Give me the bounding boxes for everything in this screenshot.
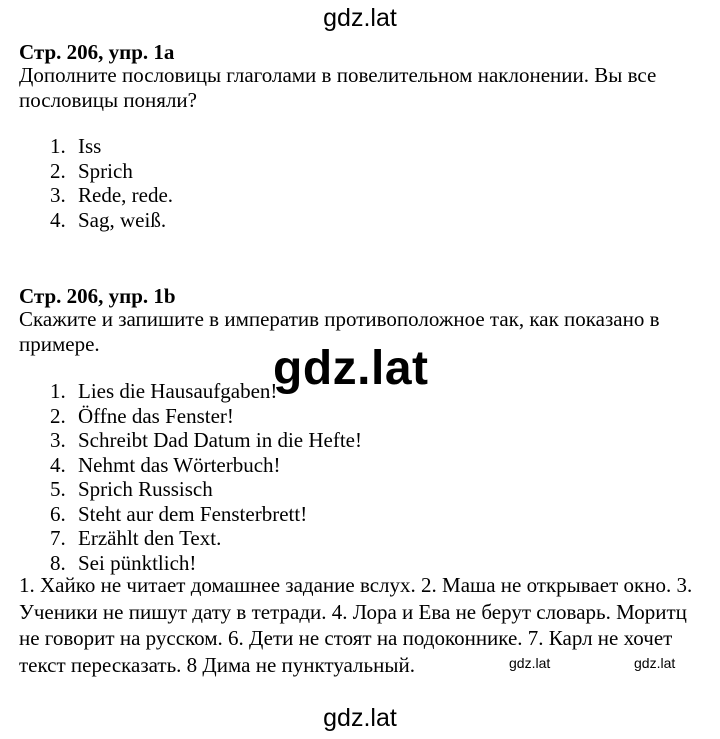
item-text: Steht aur dem Fensterbrett! <box>78 501 308 526</box>
list-item <box>50 183 173 208</box>
item-number: 2. <box>50 158 66 183</box>
item-number: 3. <box>50 428 66 452</box>
item-number: 1. <box>50 379 66 403</box>
item-text: Lies die Hausaufgaben! <box>78 379 278 403</box>
watermark-bottom: gdz.lat <box>323 704 397 732</box>
list-item <box>50 404 362 429</box>
item-text: Nehmt das Wörterbuch! <box>78 452 281 477</box>
list-item <box>50 477 362 502</box>
watermark-inline: gdz.lat <box>509 655 551 671</box>
item-text: Erzählt den Text. <box>78 526 222 550</box>
item-text: Sag, weiß. <box>78 207 167 232</box>
item-text: Sprich Russisch <box>78 477 213 501</box>
instruction-line: пословицы поняли? <box>19 88 197 112</box>
item-text: Öffne das Fenster! <box>78 403 234 428</box>
item-number: 5. <box>50 477 66 501</box>
item-number: 8. <box>50 550 66 575</box>
exercise-1a-list <box>50 134 173 232</box>
item-text: Schreibt Dad Datum in die Hefte! <box>78 428 362 452</box>
list-item <box>50 159 173 184</box>
item-number: 6. <box>50 501 66 526</box>
item-number: 3. <box>50 183 66 207</box>
answer-line: Ученики не пишут дату в тетради. 4. Лора и Ева не берут словарь. Моритц <box>19 599 687 624</box>
watermark-center: gdz.lat <box>273 342 429 395</box>
instruction-line: Дополните пословицы глаголами в повелительном наклонении. Вы все <box>19 63 657 87</box>
list-item <box>50 428 362 453</box>
exercise-1b-heading: Стр. 206, упр. 1b <box>19 284 176 308</box>
watermark-inline: gdz.lat <box>634 655 676 671</box>
exercise-1b-answer <box>19 572 713 678</box>
list-item <box>50 208 173 233</box>
item-number: 7. <box>50 526 66 550</box>
watermark-top: gdz.lat <box>323 4 397 32</box>
exercise-1a-heading: Стр. 206, упр. 1a <box>19 40 175 64</box>
item-number: 1. <box>50 134 66 158</box>
item-number: 4. <box>50 207 66 232</box>
item-number: 4. <box>50 452 66 477</box>
item-text: Sei pünktlich! <box>78 550 197 575</box>
list-item <box>50 134 173 159</box>
item-text: Iss <box>78 134 102 158</box>
item-number: 2. <box>50 403 66 428</box>
exercise-1a-instruction <box>19 63 709 113</box>
answer-line: не говорит на русском. 6. Дети не стоят на подоконнике. 7. Карл не хочет <box>19 626 673 650</box>
instruction-line: примере. <box>19 332 100 356</box>
list-item <box>50 526 362 551</box>
answer-line: текст пересказать. 8 Дима не пунктуальный. <box>19 652 415 677</box>
instruction-line: Скажите и запишите в императив противоположное так, как показано в <box>19 307 660 331</box>
exercise-1b-list <box>50 379 362 575</box>
item-text: Sprich <box>78 158 133 183</box>
list-item <box>50 502 362 527</box>
item-text: Rede, rede. <box>78 183 174 207</box>
answer-line: 1. Хайко не читает домашнее задание вслух. 2. Маша не открывает окно. 3. <box>19 573 693 597</box>
list-item <box>50 453 362 478</box>
